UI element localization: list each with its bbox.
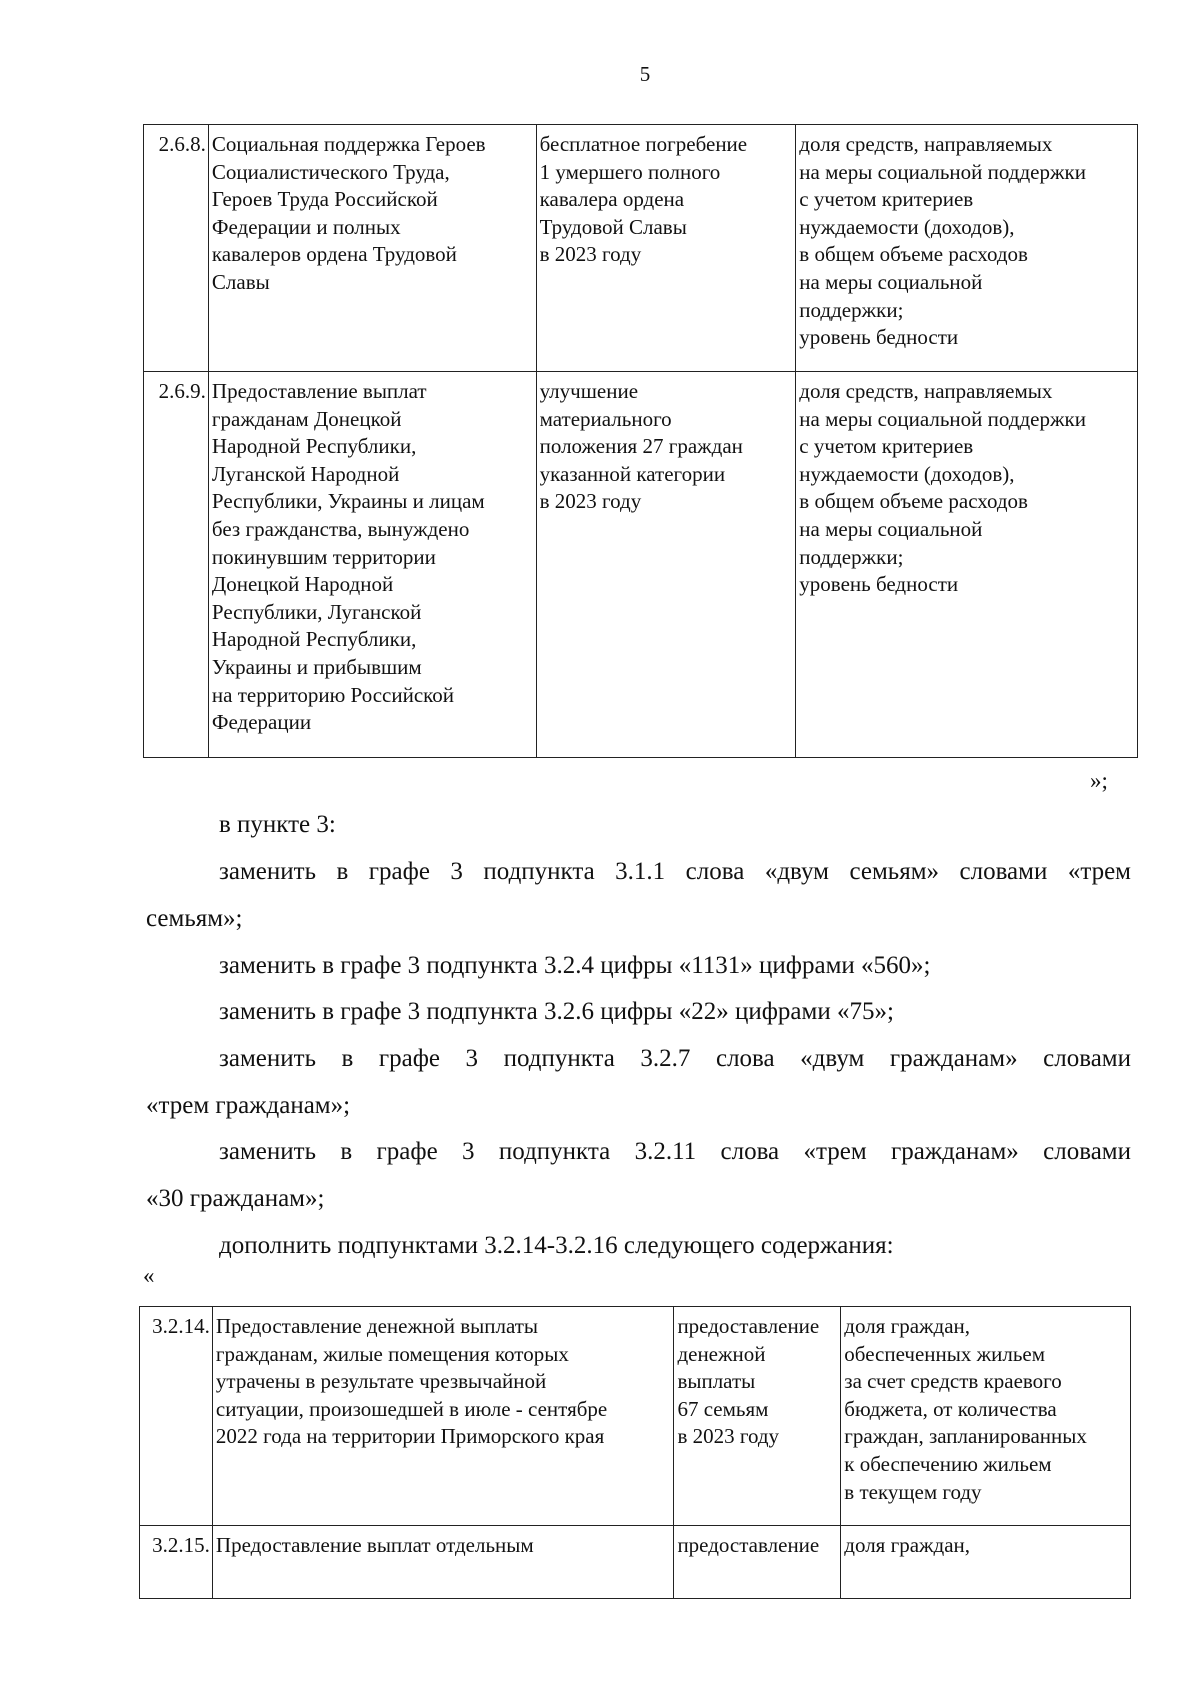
- cell-line: поддержки;: [799, 297, 904, 322]
- cell-line: Предоставление выплат: [211, 379, 427, 403]
- cell-line: указанной категории: [539, 461, 726, 486]
- cell-line: Славы: [211, 269, 270, 294]
- table-measures-3-2: [139, 1306, 1131, 1599]
- expected-result-cell: [536, 125, 796, 372]
- cell-line: граждан, запланированных: [844, 1424, 1087, 1449]
- indicator-cell: [841, 1307, 1131, 1526]
- expected-result-cell: [536, 372, 796, 758]
- row-number: 3.2.14.: [140, 1307, 213, 1526]
- cell-line: утрачены в результате чрезвычайной: [215, 1369, 547, 1394]
- cell-line: за счет средств краевого: [844, 1369, 1062, 1394]
- row-number: 2.6.8.: [144, 125, 209, 372]
- cell-line: с учетом критериев: [799, 434, 974, 459]
- paragraph-item-4-line-2: «трем гражданам»;: [146, 1092, 351, 1119]
- cell-line: уровень бедности: [799, 572, 959, 597]
- cell-line: денежной: [677, 1341, 766, 1366]
- opening-quote: «: [143, 1263, 155, 1288]
- cell-line: Предоставление выплат отдельным: [215, 1533, 534, 1557]
- cell-line: доля граждан,: [844, 1533, 971, 1557]
- cell-line: с учетом критериев: [799, 187, 974, 212]
- row-number: 2.6.9.: [144, 372, 209, 758]
- cell-line: материального: [539, 406, 672, 431]
- cell-line: покинувшим территории: [211, 544, 436, 569]
- cell-line: предоставление: [677, 1314, 820, 1338]
- table-row: [144, 372, 1138, 758]
- cell-line: Украины и прибывшим: [211, 654, 422, 679]
- cell-line: доля граждан,: [844, 1314, 971, 1338]
- cell-line: в 2023 году: [677, 1424, 780, 1449]
- table-row: [140, 1307, 1131, 1526]
- cell-line: к обеспечению жильем: [844, 1451, 1052, 1476]
- cell-line: предоставление: [677, 1533, 820, 1557]
- cell-line: Предоставление денежной выплаты: [215, 1314, 539, 1338]
- cell-line: на меры социальной: [799, 516, 983, 541]
- measure-name-cell: [212, 1307, 674, 1526]
- cell-line: без гражданства, вынуждено: [211, 516, 470, 541]
- cell-line: поддержки;: [799, 544, 904, 569]
- paragraph-item-3: заменить в графе 3 подпункта 3.2.6 цифры «22» цифрами «75»;: [219, 998, 894, 1025]
- paragraph-item-2: заменить в графе 3 подпункта 3.2.4 цифры «1131» цифрами «560»;: [219, 952, 931, 979]
- table-row: [144, 125, 1138, 372]
- page-number: 5: [639, 62, 651, 86]
- cell-line: выплаты: [677, 1369, 756, 1394]
- cell-line: Федерации: [211, 710, 312, 735]
- cell-line: 67 семьям: [677, 1396, 769, 1421]
- cell-line: кавалеров ордена Трудовой: [211, 242, 457, 267]
- cell-line: бесплатное погребение: [539, 132, 748, 156]
- cell-line: Социальная поддержка Героев: [211, 132, 486, 156]
- cell-line: ситуации, произошедшей в июле - сентябре: [215, 1396, 608, 1421]
- cell-line: Федерации и полных: [211, 214, 401, 239]
- cell-line: на меры социальной: [799, 269, 983, 294]
- paragraph-item-5-line-2: «30 гражданам»;: [146, 1185, 325, 1212]
- closing-quote: »;: [1090, 768, 1108, 793]
- indicator-cell: [796, 372, 1138, 758]
- cell-line: уровень бедности: [799, 325, 959, 350]
- cell-line: на меры социальной поддержки: [799, 159, 1086, 184]
- expected-result-cell: [674, 1307, 841, 1526]
- cell-line: на меры социальной поддержки: [799, 406, 1086, 431]
- row-number: 3.2.15.: [140, 1526, 213, 1599]
- expected-result-cell: [674, 1526, 841, 1599]
- cell-line: Донецкой Народной: [211, 572, 394, 597]
- paragraph-item-6: дополнить подпунктами 3.2.14-3.2.16 следующего содержания:: [219, 1232, 894, 1259]
- cell-line: Народной Республики,: [211, 627, 417, 652]
- cell-line: 2022 года на территории Приморского края: [215, 1424, 605, 1449]
- paragraph-item-1-line-2: семьям»;: [146, 905, 243, 932]
- measure-name-cell: [208, 125, 536, 372]
- indicator-cell: [796, 125, 1138, 372]
- cell-line: Республики, Украины и лицам: [211, 489, 485, 514]
- paragraph-item-1-line-1: заменить в графе 3 подпункта 3.1.1 слова «двум семьям» словами «трем: [219, 858, 1131, 885]
- cell-line: обеспеченных жильем: [844, 1341, 1046, 1366]
- paragraph-item-5-line-1: заменить в графе 3 подпункта 3.2.11 слова «трем гражданам» словами: [219, 1138, 1131, 1165]
- cell-line: кавалера ордена: [539, 187, 685, 212]
- measure-name-cell: [212, 1526, 674, 1599]
- indicator-cell: [841, 1526, 1131, 1599]
- cell-line: в общем объеме расходов: [799, 242, 1028, 267]
- cell-line: гражданам, жилые помещения которых: [215, 1341, 569, 1366]
- cell-line: улучшение: [539, 379, 639, 403]
- cell-line: Социалистического Труда,: [211, 159, 450, 184]
- cell-line: Республики, Луганской: [211, 599, 422, 624]
- cell-line: Луганской Народной: [211, 461, 400, 486]
- table-measures-2-6: [143, 124, 1138, 758]
- cell-line: нуждаемости (доходов),: [799, 214, 1015, 239]
- paragraph-intro: в пункте 3:: [219, 811, 336, 838]
- cell-line: в общем объеме расходов: [799, 489, 1028, 514]
- cell-line: 1 умершего полного: [539, 159, 721, 184]
- cell-line: на территорию Российской: [211, 682, 455, 707]
- cell-line: Героев Труда Российской: [211, 187, 438, 212]
- cell-line: в 2023 году: [539, 489, 642, 514]
- cell-line: Народной Республики,: [211, 434, 417, 459]
- cell-line: в текущем году: [844, 1479, 982, 1504]
- cell-line: Трудовой Славы: [539, 214, 687, 239]
- cell-line: гражданам Донецкой: [211, 406, 402, 431]
- table-row: [140, 1526, 1131, 1599]
- cell-line: нуждаемости (доходов),: [799, 461, 1015, 486]
- cell-line: в 2023 году: [539, 242, 642, 267]
- cell-line: доля средств, направляемых: [799, 132, 1053, 156]
- cell-line: положения 27 граждан: [539, 434, 743, 459]
- cell-line: доля средств, направляемых: [799, 379, 1053, 403]
- paragraph-item-4-line-1: заменить в графе 3 подпункта 3.2.7 слова «двум гражданам» словами: [219, 1045, 1131, 1072]
- measure-name-cell: [208, 372, 536, 758]
- cell-line: бюджета, от количества: [844, 1396, 1057, 1421]
